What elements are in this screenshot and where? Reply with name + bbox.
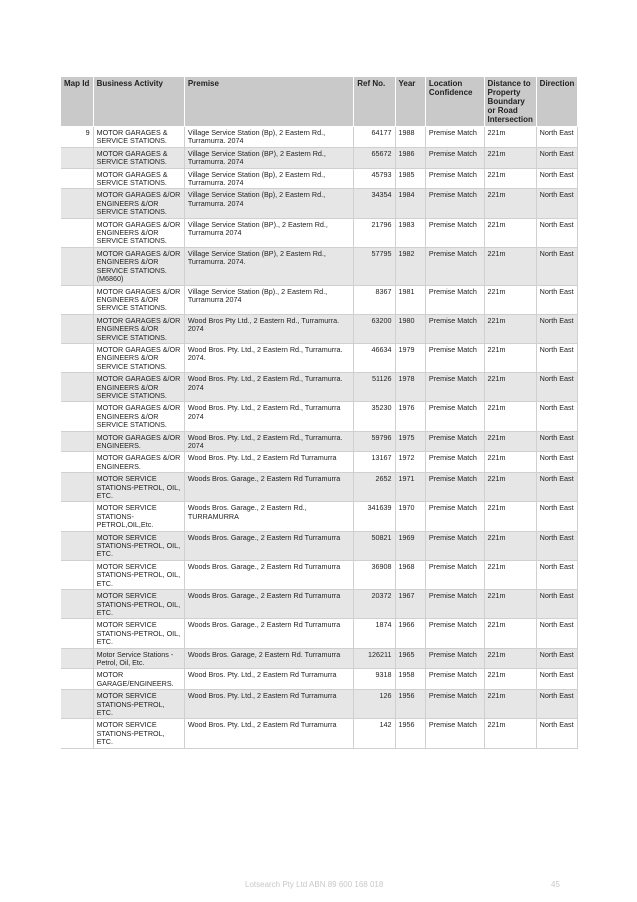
cell-map-id	[61, 560, 94, 589]
cell-map-id	[61, 218, 94, 247]
cell-premise: Wood Bros. Pty. Ltd., 2 Eastern Rd., Turramurra. 2074.	[184, 343, 353, 372]
cell-business-activity: MOTOR GARAGES &/OR ENGINEERS &/OR SERVICE STATIONS.	[93, 314, 184, 343]
cell-year: 1976	[395, 402, 425, 431]
table-row	[61, 648, 578, 669]
cell-premise: Village Service Station (BP), 2 Eastern Rd., Turramurra. 2074.	[184, 247, 353, 285]
cell-distance: 221m	[484, 402, 536, 431]
cell-premise: Woods Bros. Garage., 2 Eastern Rd Turramurra	[184, 619, 353, 648]
cell-premise: Woods Bros. Garage., 2 Eastern Rd Turramurra	[184, 560, 353, 589]
cell-ref-no: 64177	[354, 127, 395, 148]
table-row	[61, 168, 578, 189]
cell-distance: 221m	[484, 648, 536, 669]
cell-direction: North East	[536, 619, 577, 648]
cell-location-confidence: Premise Match	[425, 285, 484, 314]
cell-location-confidence: Premise Match	[425, 719, 484, 748]
cell-ref-no: 65672	[354, 147, 395, 168]
cell-location-confidence: Premise Match	[425, 373, 484, 402]
cell-year: 1978	[395, 373, 425, 402]
cell-year: 1966	[395, 619, 425, 648]
header-direction: Direction	[536, 77, 577, 127]
header-business-activity: Business Activity	[93, 77, 184, 127]
cell-direction: North East	[536, 189, 577, 218]
table-row	[61, 473, 578, 502]
cell-premise: Village Service Station (Bp)., 2 Eastern Rd., Turramurra 2074	[184, 285, 353, 314]
cell-map-id	[61, 619, 94, 648]
table-row	[61, 402, 578, 431]
cell-location-confidence: Premise Match	[425, 247, 484, 285]
cell-business-activity: MOTOR SERVICE STATIONS-PETROL, OIL, ETC.	[93, 473, 184, 502]
cell-location-confidence: Premise Match	[425, 690, 484, 719]
header-premise: Premise	[184, 77, 353, 127]
table-row	[61, 127, 578, 148]
cell-location-confidence: Premise Match	[425, 648, 484, 669]
cell-map-id	[61, 502, 94, 531]
cell-location-confidence: Premise Match	[425, 402, 484, 431]
cell-ref-no: 2652	[354, 473, 395, 502]
cell-year: 1956	[395, 690, 425, 719]
cell-distance: 221m	[484, 343, 536, 372]
cell-business-activity: Motor Service Stations - Petrol, Oil, Etc.	[93, 648, 184, 669]
cell-year: 1970	[395, 502, 425, 531]
cell-distance: 221m	[484, 669, 536, 690]
cell-ref-no: 13167	[354, 452, 395, 473]
cell-map-id	[61, 168, 94, 189]
cell-location-confidence: Premise Match	[425, 168, 484, 189]
cell-map-id	[61, 343, 94, 372]
cell-ref-no: 9318	[354, 669, 395, 690]
cell-distance: 221m	[484, 619, 536, 648]
cell-business-activity: MOTOR SERVICE STATIONS-PETROL, OIL, ETC.	[93, 619, 184, 648]
cell-year: 1981	[395, 285, 425, 314]
cell-ref-no: 142	[354, 719, 395, 748]
cell-year: 1969	[395, 531, 425, 560]
cell-business-activity: MOTOR GARAGES &/OR ENGINEERS &/OR SERVICE STATIONS.	[93, 218, 184, 247]
cell-distance: 221m	[484, 502, 536, 531]
cell-distance: 221m	[484, 531, 536, 560]
cell-business-activity: MOTOR GARAGES &/OR ENGINEERS &/OR SERVICE STATIONS. (M6860)	[93, 247, 184, 285]
cell-direction: North East	[536, 127, 577, 148]
cell-direction: North East	[536, 168, 577, 189]
cell-year: 1983	[395, 218, 425, 247]
cell-map-id	[61, 690, 94, 719]
cell-year: 1985	[395, 168, 425, 189]
cell-distance: 221m	[484, 168, 536, 189]
table-row	[61, 247, 578, 285]
cell-map-id	[61, 473, 94, 502]
cell-business-activity: MOTOR GARAGES &/OR ENGINEERS &/OR SERVICE STATIONS.	[93, 343, 184, 372]
cell-direction: North East	[536, 314, 577, 343]
cell-map-id	[61, 402, 94, 431]
table-row	[61, 719, 578, 748]
table-body	[61, 127, 578, 749]
cell-location-confidence: Premise Match	[425, 531, 484, 560]
cell-direction: North East	[536, 502, 577, 531]
cell-distance: 221m	[484, 431, 536, 452]
table-row	[61, 452, 578, 473]
cell-distance: 221m	[484, 314, 536, 343]
cell-business-activity: MOTOR GARAGES & SERVICE STATIONS.	[93, 147, 184, 168]
table-row	[61, 189, 578, 218]
cell-location-confidence: Premise Match	[425, 127, 484, 148]
cell-location-confidence: Premise Match	[425, 218, 484, 247]
cell-direction: North East	[536, 719, 577, 748]
cell-location-confidence: Premise Match	[425, 669, 484, 690]
cell-direction: North East	[536, 247, 577, 285]
cell-distance: 221m	[484, 285, 536, 314]
cell-distance: 221m	[484, 189, 536, 218]
cell-ref-no: 126211	[354, 648, 395, 669]
table-row	[61, 218, 578, 247]
cell-premise: Wood Bros. Pty. Ltd., 2 Eastern Rd Turramurra	[184, 452, 353, 473]
header-year: Year	[395, 77, 425, 127]
table-row	[61, 531, 578, 560]
cell-premise: Wood Bros Pty Ltd., 2 Eastern Rd., Turramurra. 2074	[184, 314, 353, 343]
cell-map-id	[61, 431, 94, 452]
table-row	[61, 669, 578, 690]
cell-business-activity: MOTOR GARAGES &/OR ENGINEERS &/OR SERVICE STATIONS.	[93, 373, 184, 402]
cell-premise: Wood Bros. Pty. Ltd., 2 Eastern Rd Turramurra	[184, 690, 353, 719]
cell-premise: Wood Bros. Pty. Ltd., 2 Eastern Rd., Turramurra 2074	[184, 402, 353, 431]
header-map-id: Map Id	[61, 77, 94, 127]
table-row	[61, 431, 578, 452]
cell-map-id	[61, 648, 94, 669]
cell-ref-no: 20372	[354, 590, 395, 619]
table-row	[61, 343, 578, 372]
cell-ref-no: 46634	[354, 343, 395, 372]
cell-ref-no: 35230	[354, 402, 395, 431]
cell-business-activity: MOTOR GARAGES &/OR ENGINEERS &/OR SERVICE STATIONS.	[93, 189, 184, 218]
cell-distance: 221m	[484, 719, 536, 748]
table-row	[61, 373, 578, 402]
cell-ref-no: 51126	[354, 373, 395, 402]
cell-location-confidence: Premise Match	[425, 147, 484, 168]
cell-premise: Wood Bros. Pty. Ltd., 2 Eastern Rd., Turramurra. 2074	[184, 373, 353, 402]
cell-map-id	[61, 147, 94, 168]
cell-year: 1968	[395, 560, 425, 589]
cell-distance: 221m	[484, 473, 536, 502]
cell-year: 1980	[395, 314, 425, 343]
cell-premise: Woods Bros. Garage., 2 Eastern Rd., TURRAMURRA	[184, 502, 353, 531]
cell-ref-no: 34354	[354, 189, 395, 218]
cell-year: 1971	[395, 473, 425, 502]
cell-direction: North East	[536, 531, 577, 560]
cell-distance: 221m	[484, 373, 536, 402]
cell-distance: 221m	[484, 452, 536, 473]
cell-business-activity: MOTOR GARAGES &/OR ENGINEERS.	[93, 431, 184, 452]
cell-business-activity: MOTOR GARAGES & SERVICE STATIONS.	[93, 127, 184, 148]
business-directory-table	[60, 76, 578, 749]
cell-direction: North East	[536, 285, 577, 314]
cell-business-activity: MOTOR GARAGE/ENGINEERS.	[93, 669, 184, 690]
table-header-row	[61, 77, 578, 127]
cell-direction: North East	[536, 648, 577, 669]
cell-ref-no: 36908	[354, 560, 395, 589]
cell-business-activity: MOTOR SERVICE STATIONS-PETROL, ETC.	[93, 719, 184, 748]
cell-direction: North East	[536, 218, 577, 247]
cell-direction: North East	[536, 147, 577, 168]
cell-ref-no: 57795	[354, 247, 395, 285]
cell-ref-no: 45793	[354, 168, 395, 189]
cell-business-activity: MOTOR SERVICE STATIONS-PETROL, OIL, ETC.	[93, 560, 184, 589]
cell-premise: Woods Bros. Garage, 2 Eastern Rd. Turramurra	[184, 648, 353, 669]
cell-year: 1975	[395, 431, 425, 452]
cell-map-id	[61, 590, 94, 619]
cell-map-id	[61, 531, 94, 560]
cell-business-activity: MOTOR GARAGES &/OR ENGINEERS &/OR SERVICE STATIONS.	[93, 402, 184, 431]
cell-premise: Wood Bros. Pty. Ltd., 2 Eastern Rd Turramurra	[184, 719, 353, 748]
cell-year: 1984	[395, 189, 425, 218]
cell-premise: Village Service Station (Bp), 2 Eastern Rd., Turramurra. 2074	[184, 168, 353, 189]
cell-location-confidence: Premise Match	[425, 189, 484, 218]
cell-ref-no: 8367	[354, 285, 395, 314]
cell-direction: North East	[536, 373, 577, 402]
cell-location-confidence: Premise Match	[425, 314, 484, 343]
cell-business-activity: MOTOR SERVICE STATIONS-PETROL, ETC.	[93, 690, 184, 719]
table-row	[61, 502, 578, 531]
cell-business-activity: MOTOR SERVICE STATIONS-PETROL,OIL,Etc.	[93, 502, 184, 531]
cell-direction: North East	[536, 590, 577, 619]
cell-location-confidence: Premise Match	[425, 431, 484, 452]
footer-company: Lotsearch Pty Ltd ABN 89 600 168 018	[245, 880, 384, 889]
cell-map-id	[61, 719, 94, 748]
cell-map-id	[61, 285, 94, 314]
cell-location-confidence: Premise Match	[425, 502, 484, 531]
cell-business-activity: MOTOR GARAGES &/OR ENGINEERS &/OR SERVICE STATIONS.	[93, 285, 184, 314]
footer-page-number: 45	[551, 880, 560, 889]
header-location-confidence: Location Confidence	[425, 77, 484, 127]
cell-map-id	[61, 452, 94, 473]
cell-map-id	[61, 373, 94, 402]
cell-distance: 221m	[484, 690, 536, 719]
cell-ref-no: 21796	[354, 218, 395, 247]
cell-year: 1972	[395, 452, 425, 473]
cell-premise: Woods Bros. Garage., 2 Eastern Rd Turramurra	[184, 473, 353, 502]
table-row	[61, 147, 578, 168]
cell-direction: North East	[536, 690, 577, 719]
cell-year: 1956	[395, 719, 425, 748]
cell-year: 1967	[395, 590, 425, 619]
table-row	[61, 690, 578, 719]
cell-ref-no: 50821	[354, 531, 395, 560]
header-distance: Distance to Property Boundary or Road Intersection	[484, 77, 536, 127]
cell-direction: North East	[536, 452, 577, 473]
cell-direction: North East	[536, 431, 577, 452]
table-row	[61, 619, 578, 648]
cell-map-id	[61, 247, 94, 285]
cell-year: 1979	[395, 343, 425, 372]
cell-premise: Woods Bros. Garage., 2 Eastern Rd Turramurra	[184, 590, 353, 619]
cell-year: 1982	[395, 247, 425, 285]
table-row	[61, 314, 578, 343]
cell-direction: North East	[536, 343, 577, 372]
cell-location-confidence: Premise Match	[425, 452, 484, 473]
cell-year: 1958	[395, 669, 425, 690]
cell-premise: Wood Bros. Pty. Ltd., 2 Eastern Rd Turramurra	[184, 669, 353, 690]
cell-direction: North East	[536, 669, 577, 690]
cell-premise: Village Service Station (BP)., 2 Eastern Rd., Turramurra 2074	[184, 218, 353, 247]
cell-year: 1986	[395, 147, 425, 168]
table-row	[61, 285, 578, 314]
cell-location-confidence: Premise Match	[425, 343, 484, 372]
records-page	[60, 76, 578, 749]
cell-direction: North East	[536, 473, 577, 502]
cell-direction: North East	[536, 402, 577, 431]
header-ref-no: Ref No.	[354, 77, 395, 127]
cell-premise: Village Service Station (Bp), 2 Eastern Rd., Turramurra. 2074	[184, 127, 353, 148]
cell-business-activity: MOTOR SERVICE STATIONS-PETROL, OIL, ETC.	[93, 590, 184, 619]
cell-distance: 221m	[484, 590, 536, 619]
table-row	[61, 590, 578, 619]
cell-map-id	[61, 189, 94, 218]
cell-location-confidence: Premise Match	[425, 560, 484, 589]
cell-distance: 221m	[484, 247, 536, 285]
cell-map-id	[61, 314, 94, 343]
cell-year: 1965	[395, 648, 425, 669]
cell-ref-no: 63200	[354, 314, 395, 343]
cell-distance: 221m	[484, 218, 536, 247]
cell-premise: Village Service Station (BP), 2 Eastern Rd., Turramurra. 2074	[184, 147, 353, 168]
cell-premise: Woods Bros. Garage., 2 Eastern Rd Turramurra	[184, 531, 353, 560]
cell-business-activity: MOTOR SERVICE STATIONS-PETROL, OIL, ETC.	[93, 531, 184, 560]
cell-distance: 221m	[484, 147, 536, 168]
cell-location-confidence: Premise Match	[425, 590, 484, 619]
cell-ref-no: 341639	[354, 502, 395, 531]
cell-location-confidence: Premise Match	[425, 619, 484, 648]
cell-distance: 221m	[484, 560, 536, 589]
cell-business-activity: MOTOR GARAGES &/OR ENGINEERS.	[93, 452, 184, 473]
cell-business-activity: MOTOR GARAGES & SERVICE STATIONS.	[93, 168, 184, 189]
cell-ref-no: 59796	[354, 431, 395, 452]
cell-location-confidence: Premise Match	[425, 473, 484, 502]
table-row	[61, 560, 578, 589]
cell-ref-no: 1874	[354, 619, 395, 648]
cell-map-id: 9	[61, 127, 94, 148]
cell-map-id	[61, 669, 94, 690]
cell-year: 1988	[395, 127, 425, 148]
cell-direction: North East	[536, 560, 577, 589]
cell-premise: Village Service Station (Bp), 2 Eastern Rd., Turramurra. 2074	[184, 189, 353, 218]
cell-premise: Wood Bros. Pty. Ltd., 2 Eastern Rd., Turramurra. 2074	[184, 431, 353, 452]
cell-ref-no: 126	[354, 690, 395, 719]
cell-distance: 221m	[484, 127, 536, 148]
